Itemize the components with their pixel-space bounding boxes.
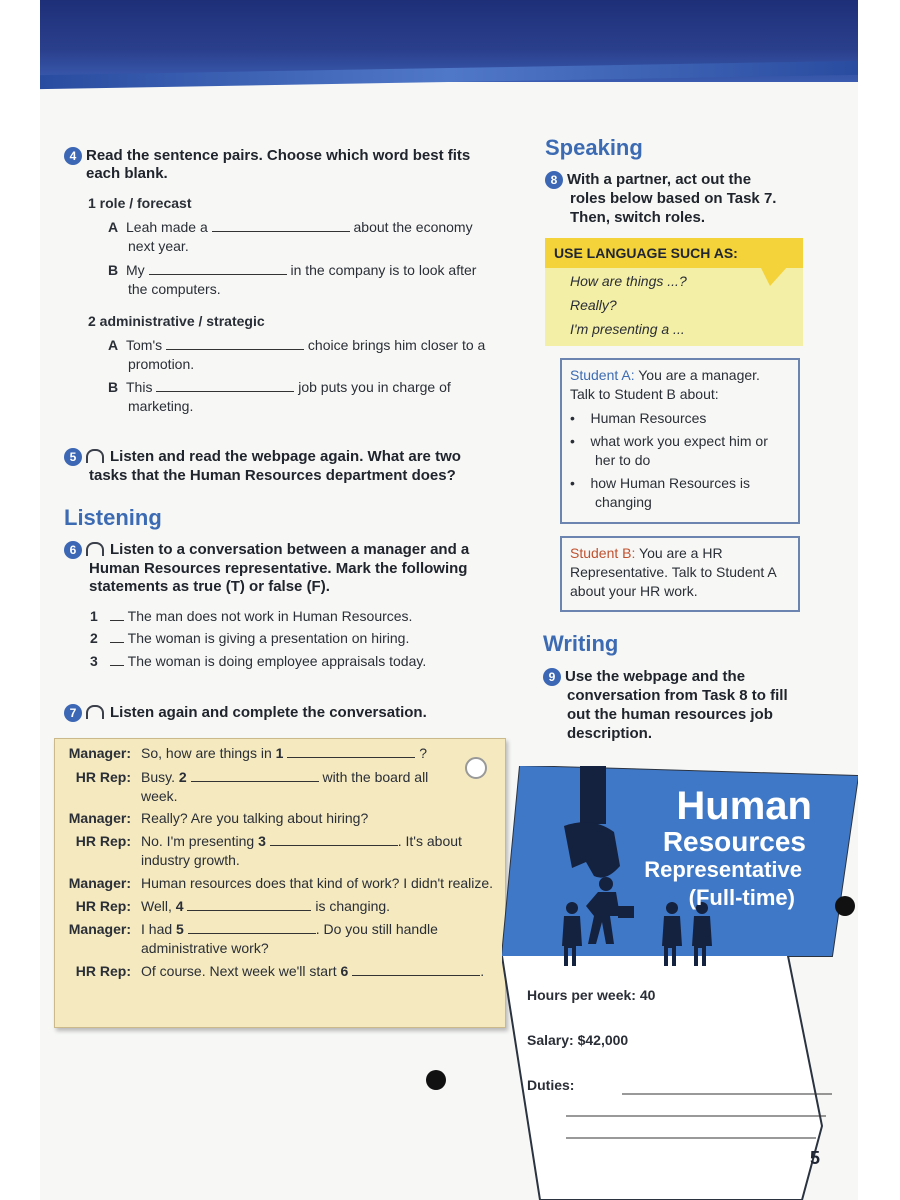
- binder-hole: [426, 1070, 446, 1090]
- pair1-a-line2: next year.: [128, 238, 189, 254]
- pair2-a-line2: promotion.: [128, 356, 195, 372]
- bullet-item: • what work you expect him or: [570, 433, 768, 449]
- listening-heading: Listening: [64, 505, 162, 530]
- job-title-line3: Representative: [644, 857, 802, 882]
- student-a-label: Student A:: [570, 367, 635, 383]
- task-number-8: 8: [545, 171, 563, 189]
- task8-instruction: 8 With a partner, act out the: [545, 170, 825, 189]
- blank-input[interactable]: [166, 337, 304, 350]
- pair2-b-line2: marketing.: [128, 398, 194, 414]
- tf-blank[interactable]: [110, 608, 124, 621]
- pair1-label: 1 role / forecast: [88, 195, 192, 211]
- speech-tail-icon: [760, 266, 788, 288]
- statement-row: 1 The man does not work in Human Resources.: [90, 608, 413, 624]
- speaking-heading: Speaking: [545, 135, 643, 160]
- task-number-4: 4: [64, 147, 82, 165]
- phrase-item: How are things ...?: [570, 273, 687, 289]
- blank-input[interactable]: [270, 833, 398, 846]
- pair2-label: 2 administrative / strategic: [88, 313, 265, 329]
- salary-field: Salary: $42,000: [527, 1032, 629, 1048]
- student-b-label: Student B:: [570, 545, 636, 561]
- blank-input[interactable]: [287, 745, 415, 758]
- task-number-7: 7: [64, 704, 82, 722]
- statement-row: 2 The woman is giving a presentation on hiring.: [90, 630, 410, 646]
- job-title-line1: Human: [676, 784, 812, 828]
- student-b-card: Student B: You are a HR Representative. Talk to Student A about your HR work.: [560, 536, 800, 612]
- task9-line3: out the human resources job: [567, 706, 773, 723]
- blank-input[interactable]: [352, 963, 480, 976]
- bullet-item: • how Human Resources is: [570, 475, 750, 491]
- binder-hole: [835, 896, 855, 916]
- phrase-item: I'm presenting a ...: [570, 321, 685, 337]
- phrase-item: Really?: [570, 297, 617, 313]
- page-number: 5: [810, 1148, 821, 1168]
- blank-input[interactable]: [212, 219, 350, 232]
- blank-input[interactable]: [188, 921, 316, 934]
- task5-instruction: 5 Listen and read the webpage again. What are two: [64, 447, 514, 466]
- task6-instruction: 6 Listen to a conversation between a manager and a: [64, 540, 534, 559]
- task8-line3: Then, switch roles.: [570, 209, 706, 226]
- writing-heading: Writing: [543, 631, 619, 656]
- pair2-a: A Tom's choice brings him closer to a: [108, 337, 486, 353]
- conversation-note: Manager: So, how are things in 1 ? HR Rep: Busy. 2 with the board all week. Manager: Really? Are you talking about hiring? HR Rep: No. I'm presenting 3 . It's about industry growth. Manager: Human resources does that kind of work? I didn't realize. HR Rep: Well, 4 is changing. Manager: I had 5 . Do you still handle administrative work? HR Rep: Of course. Next week we'll start 6 .: [54, 738, 506, 1028]
- blank-input[interactable]: [149, 262, 287, 275]
- pair1-b-line2: the computers.: [128, 281, 221, 297]
- job-title-line2: Resources: [662, 826, 806, 857]
- pair2-b: B This job puts you in charge of: [108, 379, 451, 395]
- hours-field: Hours per week: 40: [527, 987, 656, 1003]
- task7-instruction: 7 Listen again and complete the conversation.: [64, 703, 427, 722]
- student-a-card: Student A: You are a manager. Talk to Student B about: • Human Resources • what work you expect him or her to do • how Human Resources is changing: [560, 358, 800, 524]
- pair1-b: B My in the company is to look after: [108, 262, 477, 278]
- task-number-5: 5: [64, 448, 82, 466]
- tf-blank[interactable]: [110, 630, 124, 643]
- statement-row: 3 The woman is doing employee appraisals today.: [90, 653, 427, 669]
- duties-label: Duties:: [527, 1077, 575, 1093]
- headphones-icon: [86, 542, 104, 556]
- task4-instruction: 4 Read the sentence pairs. Choose which word best fits: [64, 146, 504, 165]
- task9-instruction: 9 Use the webpage and the: [543, 667, 823, 686]
- task6-line2: Human Resources representative. Mark the following: [89, 560, 468, 577]
- task9-line2: conversation from Task 8 to fill: [567, 687, 788, 704]
- bullet-item: • Human Resources: [570, 410, 707, 426]
- duties-input[interactable]: [580, 1078, 836, 1122]
- blank-input[interactable]: [156, 379, 294, 392]
- headphones-icon: [86, 449, 104, 463]
- task6-line3: statements as true (T) or false (F).: [89, 578, 330, 595]
- blank-input[interactable]: [191, 769, 319, 782]
- task9-line4: description.: [567, 725, 653, 742]
- pair1-a: A Leah made a about the economy: [108, 219, 473, 235]
- blank-input[interactable]: [187, 898, 311, 911]
- task4-instruction-line2: each blank.: [86, 165, 168, 182]
- headphones-icon: [86, 705, 104, 719]
- task-number-9: 9: [543, 668, 561, 686]
- task5-line2: tasks that the Human Resources department does?: [89, 467, 456, 484]
- textbook-page: [40, 0, 858, 1200]
- use-language-label: USE LANGUAGE SUCH AS:: [554, 245, 738, 261]
- job-title-line4: (Full-time): [688, 885, 795, 910]
- task8-line2: roles below based on Task 7.: [570, 190, 777, 207]
- task-number-6: 6: [64, 541, 82, 559]
- tf-blank[interactable]: [110, 653, 124, 666]
